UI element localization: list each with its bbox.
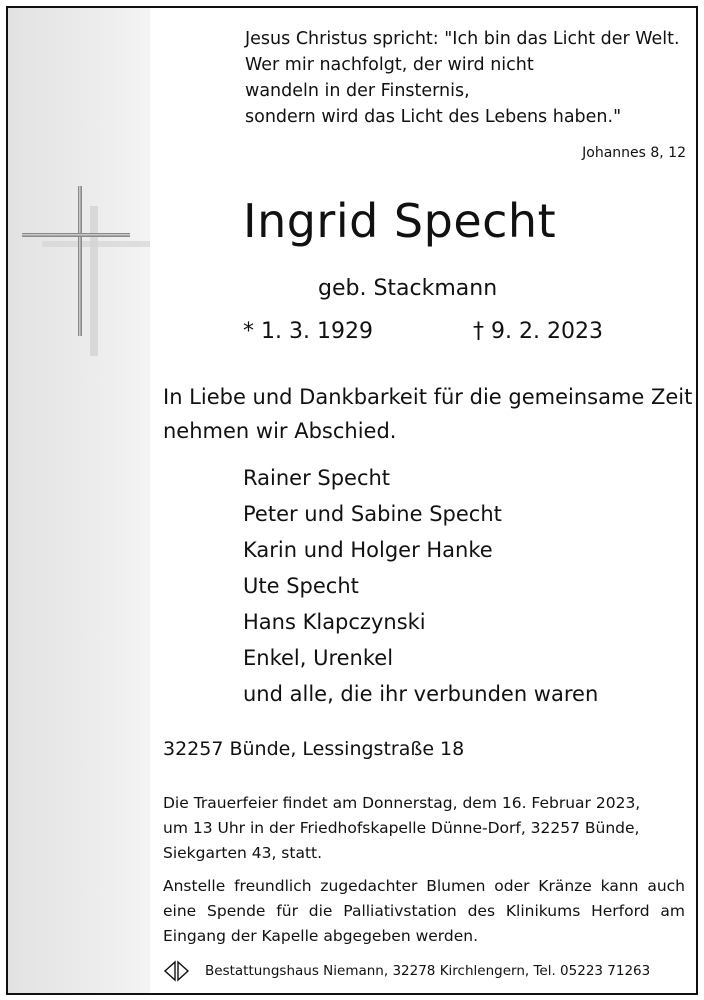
mourner-item: Hans Klapczynski xyxy=(243,610,426,634)
mourner-item: Karin und Holger Hanke xyxy=(243,538,493,562)
birth-date: * 1. 3. 1929 xyxy=(243,319,373,344)
farewell-text: In Liebe und Dankbarkeit für die gemeinsame Zeit nehmen wir Abschied. xyxy=(163,385,693,443)
mourner-item: Rainer Specht xyxy=(243,466,391,490)
quote-reference: Johannes 8, 12 xyxy=(582,145,686,161)
service-line: um 13 Uhr in der Friedhofskapelle Dünne-Dorf, 32257 Bünde, xyxy=(163,819,640,837)
service-line: Die Trauerfeier findet am Donnerstag, dem 16. Februar 2023, xyxy=(163,794,641,812)
donation-note: Anstelle freundlich zugedachter Blumen oder Kränze kann auch eine Spende für die Palliativstation des Klinikums Herford am Eingang der Kapelle abgegeben werden. xyxy=(163,877,685,945)
decorative-sidebar xyxy=(8,8,150,993)
family-address: 32257 Bünde, Lessingstraße 18 xyxy=(163,738,465,760)
quote-line: wandeln in der Finsternis, xyxy=(245,81,470,101)
diamond-logo-icon xyxy=(163,960,197,982)
service-line: Siekgarten 43, statt. xyxy=(163,844,323,862)
death-date: † 9. 2. 2023 xyxy=(473,319,603,344)
quote-line: Jesus Christus spricht: "Ich bin das Licht der Welt. xyxy=(245,29,680,49)
deceased-name: Ingrid Specht xyxy=(243,194,557,248)
funeral-home-info: Bestattungshaus Niemann, 32278 Kirchlengern, Tel. 05223 71263 xyxy=(205,963,651,979)
maiden-name: geb. Stackmann xyxy=(318,276,498,301)
quote-line: sondern wird das Licht des Lebens haben." xyxy=(245,107,622,127)
mourner-item: Enkel, Urenkel xyxy=(243,646,394,670)
mourner-item: und alle, die ihr verbunden waren xyxy=(243,682,599,706)
mourner-item: Ute Specht xyxy=(243,574,359,598)
mourners-list xyxy=(243,460,598,712)
bible-quote xyxy=(245,26,685,130)
obituary-notice xyxy=(6,6,698,995)
cross-icon xyxy=(20,176,150,356)
funeral-home-footer xyxy=(163,960,650,982)
quote-line: Wer mir nachfolgt, der wird nicht xyxy=(245,55,534,75)
service-details xyxy=(163,791,691,866)
mourner-item: Peter und Sabine Specht xyxy=(243,502,502,526)
notice-content xyxy=(163,8,696,993)
